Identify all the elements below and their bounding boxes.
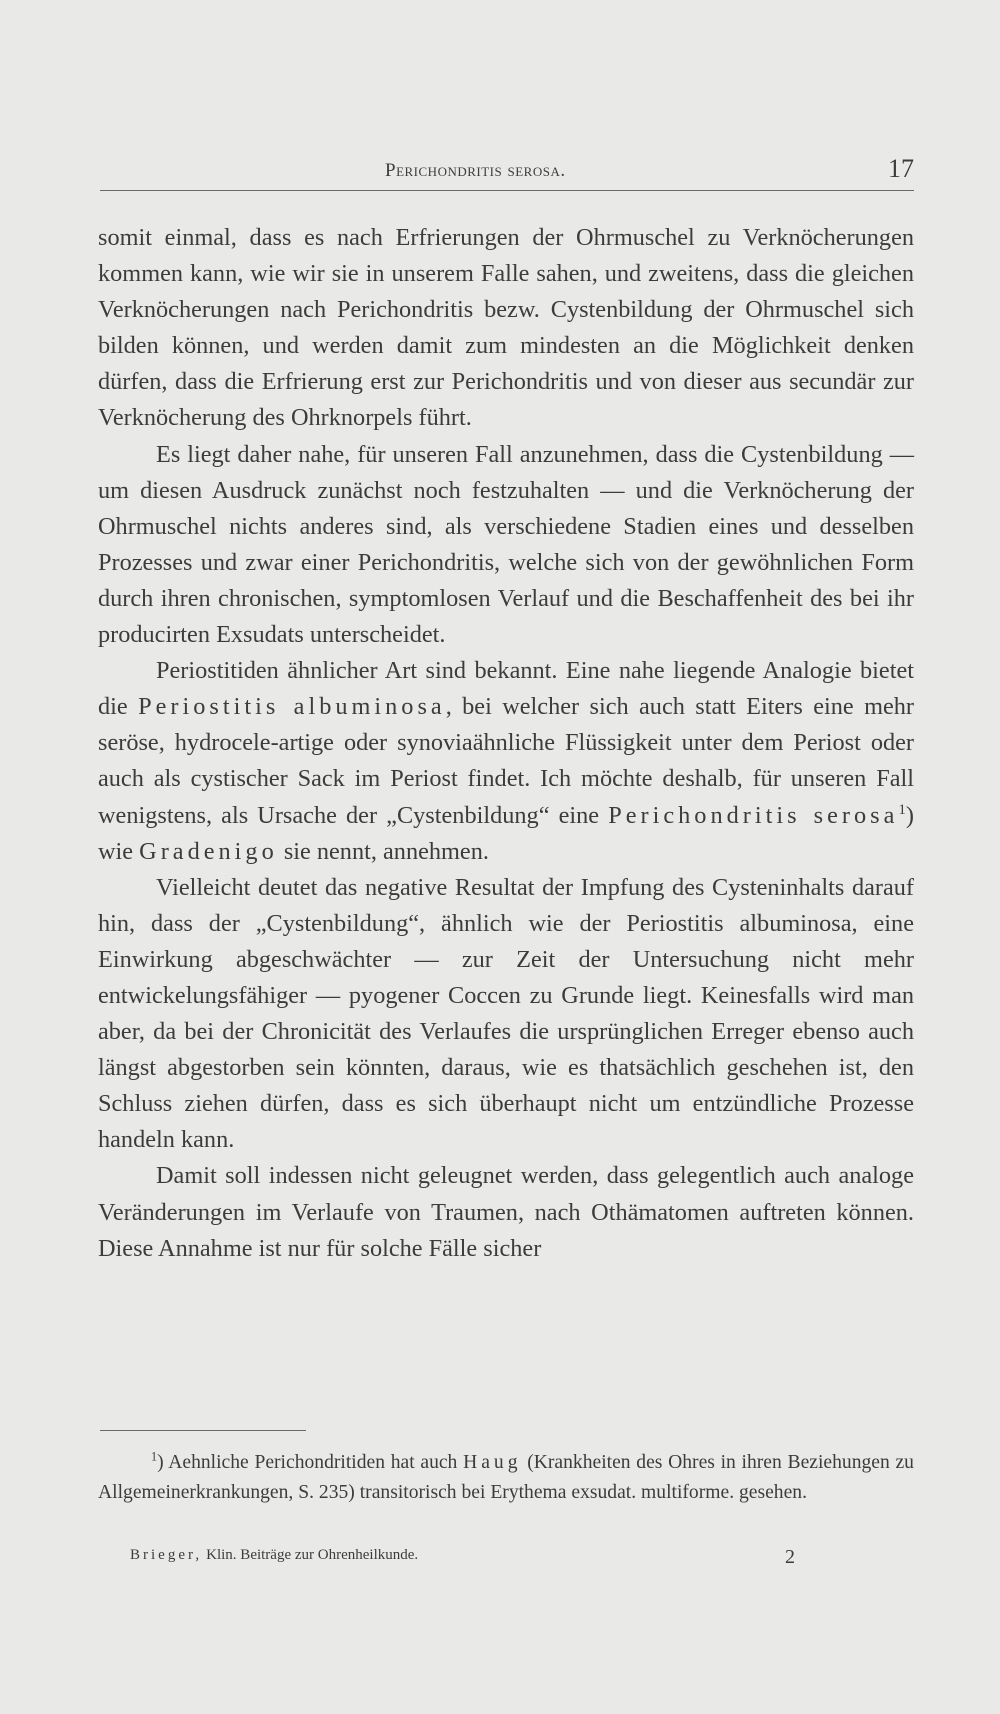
page-number: 17 xyxy=(888,154,914,183)
footnote-text-b: (Krankheiten des Ohres in ihren Beziehungen zu Allgemeinerkrankungen, S. 235) transitorisch bei Erythema exsudat. multiforme. gesehen. xyxy=(98,1452,914,1503)
footnote-spaced-name-haug: Haug xyxy=(463,1452,522,1473)
signature-author: Brieger, xyxy=(130,1547,203,1563)
signature-line xyxy=(130,1546,914,1576)
paragraph-2: Es liegt daher nahe, für unseren Fall anzunehmen, dass die Cystenbildung — um diesen Ausdruck zunächst noch festzuhalten — und die Verknöcherung der Ohrmuschel nichts anderes sind, als verschiedene Stadien eines und desselben Prozesses und zwar einer Perichondritis, welche sich von der gewöhnlichen Form durch ihren chronischen, symptomlosen Verlauf und die Beschaffenheit des bei ihr producirten Exsudats unterscheidet. xyxy=(98,440,914,649)
signature-title: Klin. Beiträge zur Ohrenheilkunde. xyxy=(206,1547,419,1563)
paragraph-3-text-a: Periostitiden ähnlicher Art sind bekannt. Eine nahe liegende Analogie bietet die xyxy=(98,657,914,721)
spaced-name-gradenigo: Gradenigo xyxy=(139,837,278,865)
paragraph-3-text-b: , bei welcher sich auch statt Eiters eine mehr seröse, hydrocele-artige oder synoviaähnliche Flüssigkeit unter dem Periost oder auch als cystischer Sack im Periost findet. Ich möchte deshalb, für unseren Fall wenigstens, als Ursache der „Cystenbildung“ eine xyxy=(98,693,914,829)
paragraph-3-text-d: sie nennt, annehmen. xyxy=(283,837,489,865)
paragraph-3-text-c: ) wie xyxy=(98,801,915,865)
footnote-reference: 1 xyxy=(898,801,906,818)
paragraph-4: Vielleicht deutet das negative Resultat der Impfung des Cysteninhalts darauf hin, dass der „Cystenbildung“, ähnlich wie der Periostitis albuminosa, eine Einwirkung abgeschwächter — zur Zeit der Untersuchung nicht mehr entwickelungsfähiger — pyogener Coccen zu Grunde liegt. Keinesfalls wird man aber, da bei der Chronicität des Verlaufes die ursprünglichen Erreger ebenso auch längst abgestorben sein könnten, daraus, wie es thatsächlich geschehen ist, den Schluss ziehen dürfen, dass es sich überhaupt nicht um entzündliche Prozesse handeln kann. xyxy=(98,873,914,1154)
spaced-term-perichondritis-serosa: Perichondritis serosa xyxy=(608,801,899,829)
footnote xyxy=(98,1448,914,1508)
header-rule xyxy=(100,190,914,191)
footnote-text-a: ) Aehnliche Perichondritiden hat auch xyxy=(157,1452,458,1473)
running-title: Perichondritis serosa. xyxy=(385,160,566,181)
footnote-rule xyxy=(100,1430,306,1431)
paragraph-3 xyxy=(98,653,914,870)
spaced-term-periostitis-albuminosa: Periostitis albuminosa xyxy=(138,693,446,721)
body-text xyxy=(98,220,914,1267)
footnote-marker: 1 xyxy=(151,1449,158,1464)
signature-sheet-number: 2 xyxy=(785,1546,795,1568)
paragraph-5: Damit soll indessen nicht geleugnet werden, dass gelegentlich auch analoge Veränderungen im Verlaufe von Traumen, nach Othämatomen auftreten können. Diese Annahme ist nur für solche Fälle sicher xyxy=(98,1162,914,1262)
page-header xyxy=(100,150,914,190)
paragraph-1: somit einmal, dass es nach Erfrierungen der Ohrmuschel zu Verknöcherungen kommen kann, wie wir sie in unserem Falle sahen, und zweitens, dass die gleichen Verknöcherungen nach Perichondritis bezw. Cystenbildung der Ohrmuschel sich bilden können, und werden damit zum mindesten an die Möglichkeit denken dürfen, dass die Erfrierung erst zur Perichondritis und von dieser aus secundär zur Verknöcherung des Ohrknorpels führt. xyxy=(98,224,914,432)
